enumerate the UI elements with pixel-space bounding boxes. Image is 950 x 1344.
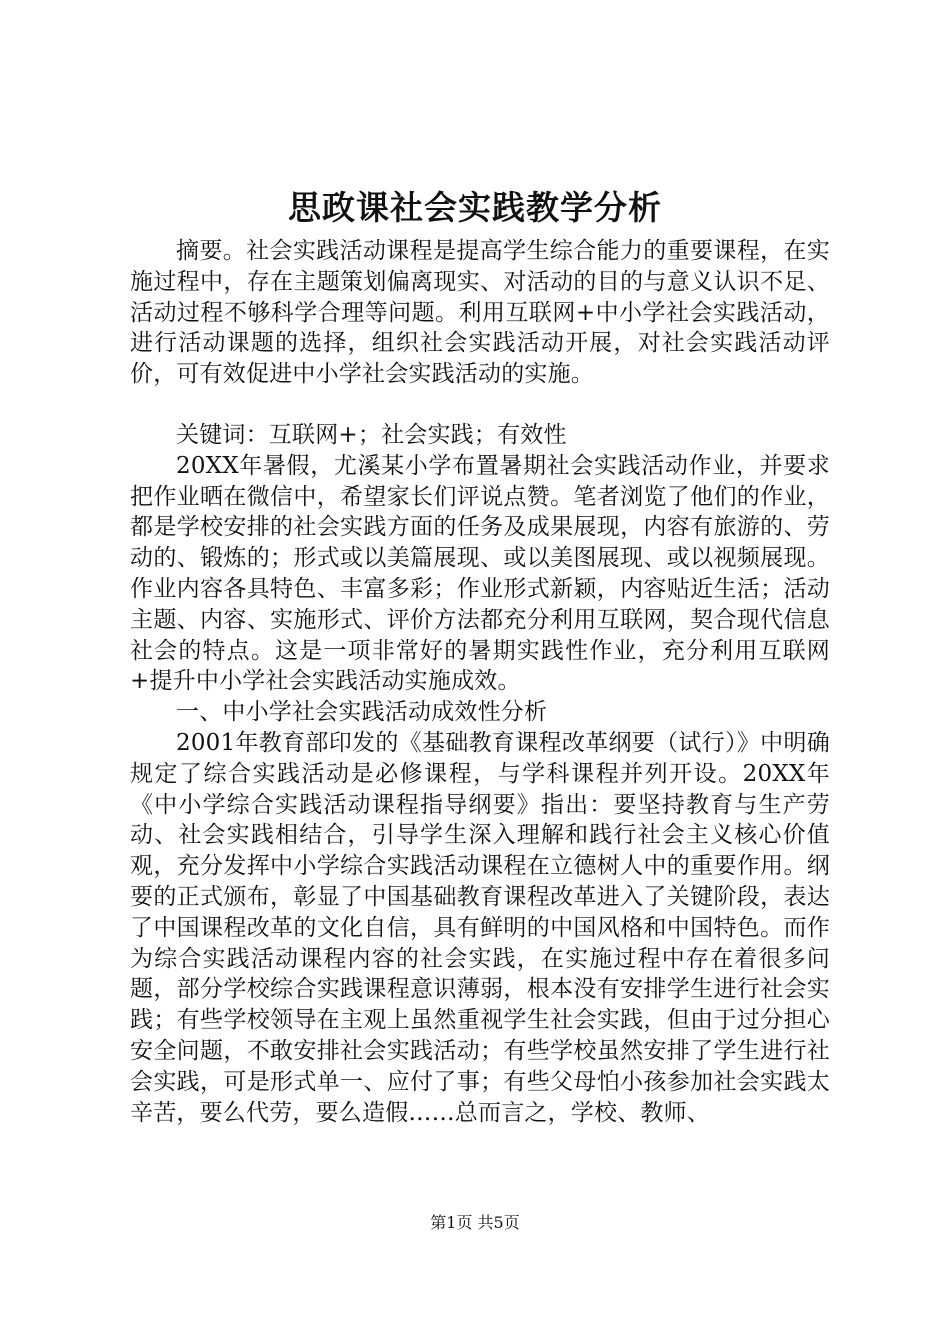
document-title: 思政课社会实践教学分析 bbox=[288, 188, 662, 227]
document-body bbox=[130, 236, 830, 1128]
section-heading: 一、中小学社会实践活动成效性分析 bbox=[176, 699, 548, 726]
keywords-paragraph: 关键词：互联网+；社会实践；有效性 bbox=[176, 421, 567, 448]
body-paragraph: 2001年教育部印发的《基础教育课程改革纲要（试行）》中明确规定了综合实践活动是必修课程，与学科课程并列开设。20XX年《中小学综合实践活动课程指导纲要》指出：要坚持教育与生产劳动、社会实践相结合，引导学生深入理解和践行社会主义核心价值观，充分发挥中小学综合实践活动课程在立德树人中的重要作用。纲要的正式颁布，彰显了中国基础教育课程改革进入了关键阶段，表达了中国课程改革的文化自信，具有鲜明的中国风格和中国特色。而作为综合实践活动课程内容的社会实践，在实施过程中存在着很多问题，部分学校综合实践课程意识薄弱，根本没有安排学生进行社会实践；有些学校领导在主观上虽然重视学生社会实践，但由于过分担心安全问题，不敢安排社会实践活动；有些学校虽然安排了学生进行社会实践，可是形式单一、应付了事；有些父母怕小孩参加社会实践太辛苦，要么代劳，要么造假……总而言之，学校、教师、 bbox=[130, 729, 830, 1126]
page-footer: 第1页 共5页 bbox=[430, 1213, 520, 1232]
abstract-paragraph: 摘要。社会实践活动课程是提高学生综合能力的重要课程，在实施过程中，存在主题策划偏离现实、对活动的目的与意义认识不足、活动过程不够科学合理等问题。利用互联网+中小学社会实践活动，进行活动课题的选择，组织社会实践活动开展，对社会实践活动评价，可有效促进中小学社会实践活动的实施。 bbox=[130, 238, 830, 388]
intro-paragraph: 20XX年暑假，尤溪某小学布置暑期社会实践活动作业，并要求把作业晒在微信中，希望家长们评说点赞。笔者浏览了他们的作业，都是学校安排的社会实践方面的任务及成果展现，内容有旅游的、劳动的、锻炼的；形式或以美篇展现、或以美图展现、或以视频展现。作业内容各具特色、丰富多彩；作业形式新颖，内容贴近生活；活动主题、内容、实施形式、评价方法都充分利用互联网，契合现代信息社会的特点。这是一项非常好的暑期实践性作业，充分利用互联网+提升中小学社会实践活动实施成效。 bbox=[130, 452, 830, 695]
